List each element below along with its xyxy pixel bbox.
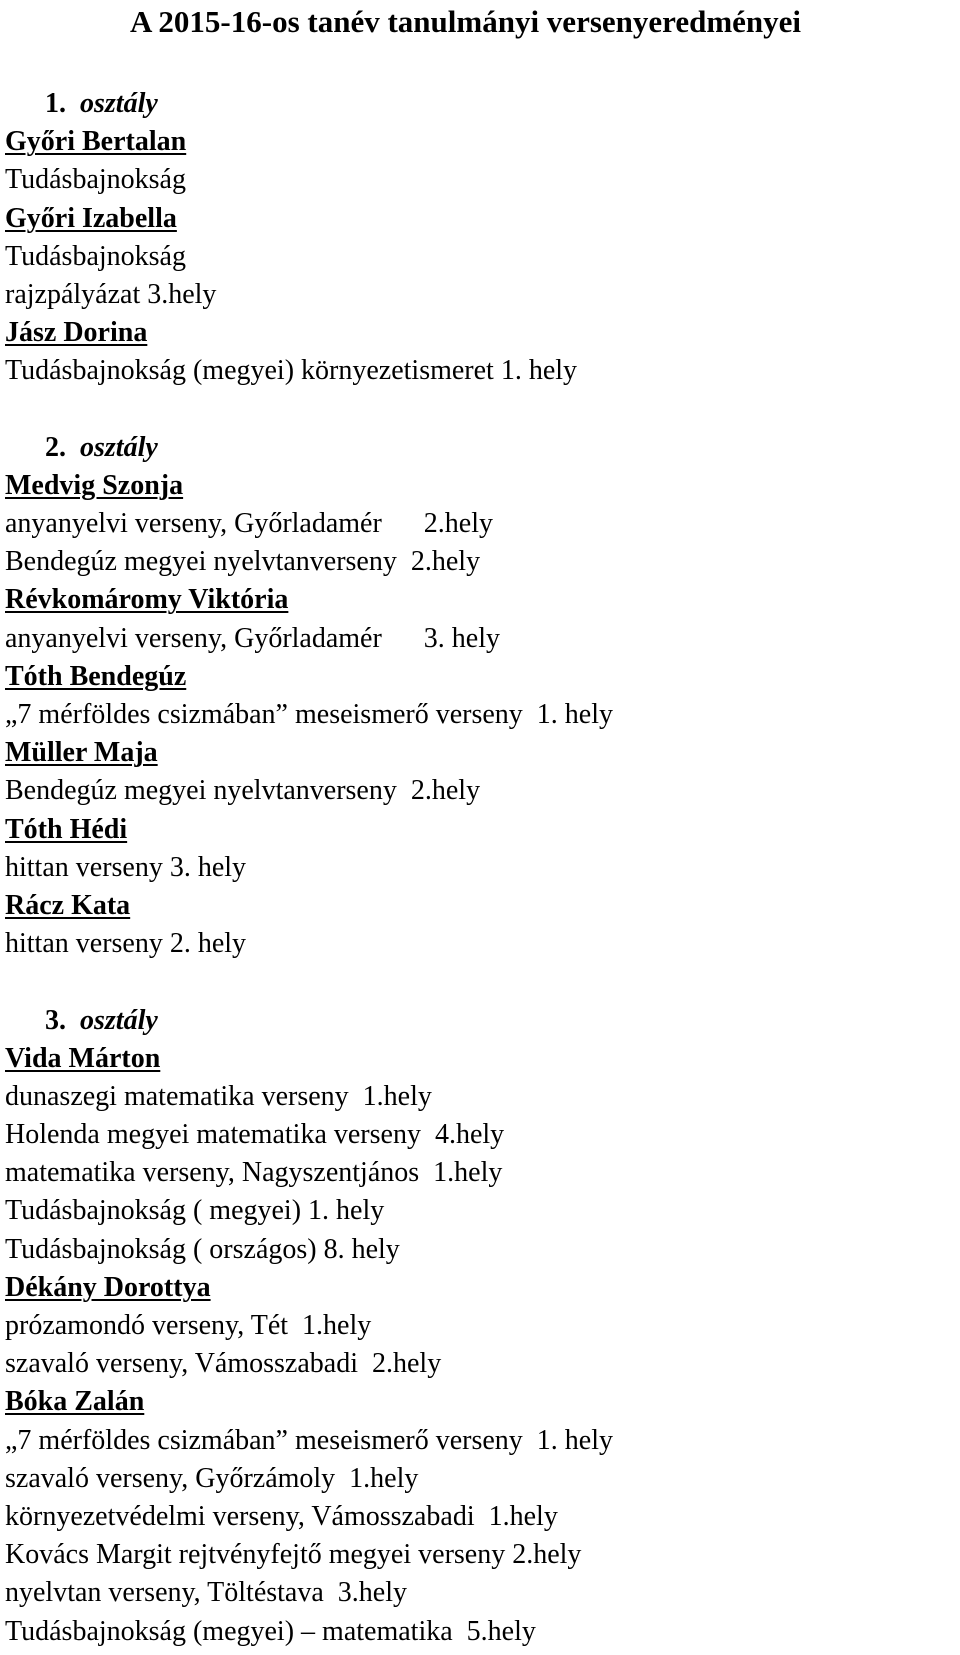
- student-name: Dékány Dorottya: [5, 1271, 211, 1303]
- competition-result: Tudásbajnokság (megyei) – matematika 5.hely: [5, 1615, 536, 1647]
- student-name: Vida Márton: [5, 1042, 161, 1074]
- student-row: [5, 123, 955, 161]
- section-gap: [5, 963, 955, 1001]
- class-number: 2.: [45, 431, 66, 463]
- competition-result: Bendegúz megyei nyelvtanverseny 2.hely: [5, 775, 481, 807]
- class-heading: [5, 85, 955, 123]
- class-number: 3.: [45, 1004, 66, 1036]
- class-heading: [5, 429, 955, 467]
- student-row: [5, 200, 955, 238]
- section-gap: [5, 391, 955, 429]
- student-name: Bóka Zalán: [5, 1386, 145, 1418]
- student-row: [5, 1269, 955, 1307]
- student-name: Révkomáromy Viktória: [5, 584, 289, 616]
- student-name: Rácz Kata: [5, 889, 131, 921]
- class-label: osztály: [80, 431, 158, 463]
- student-row: [5, 581, 955, 619]
- competition-result: Holenda megyei matematika verseny 4.hely: [5, 1119, 505, 1151]
- competition-result: anyanyelvi verseny, Győrladamér 2.hely: [5, 508, 494, 540]
- student-row: [5, 1040, 955, 1078]
- competition-result: Tudásbajnokság ( országos) 8. hely: [5, 1233, 400, 1265]
- competition-result: szavaló verseny, Vámosszabadi 2.hely: [5, 1348, 442, 1380]
- student-row: [5, 658, 955, 696]
- student-name: Tóth Hédi: [5, 813, 128, 845]
- competition-result: dunaszegi matematika verseny 1.hely: [5, 1080, 432, 1112]
- competition-result: „7 mérföldes csizmában” meseismerő verseny 1. hely: [5, 699, 614, 730]
- student-name: Tóth Bendegúz: [5, 660, 187, 692]
- student-row: [5, 887, 955, 925]
- competition-result: Tudásbajnokság: [5, 164, 186, 196]
- competition-result: matematika verseny, Nagyszentjános 1.hely: [5, 1157, 503, 1189]
- competition-result: „7 mérföldes csizmában” meseismerő verseny 1. hely: [5, 1424, 614, 1456]
- competition-result: anyanyelvi verseny, Győrladamér 3. hely: [5, 622, 501, 654]
- student-row: [5, 734, 955, 772]
- competition-result: Tudásbajnokság: [5, 240, 186, 272]
- competition-result: Kovács Margit rejtvényfejtő megyei verseny 2.hely: [5, 1539, 582, 1571]
- competition-result: Tudásbajnokság ( megyei) 1. hely: [5, 1195, 385, 1227]
- class-label: osztály: [80, 1004, 158, 1036]
- competition-result: hittan verseny 3. hely: [5, 851, 247, 883]
- competition-result: környezetvédelmi verseny, Vámosszabadi 1.hely: [5, 1500, 558, 1532]
- competition-result: Bendegúz megyei nyelvtanverseny 2.hely: [5, 546, 481, 578]
- competition-result: nyelvtan verseny, Töltéstava 3.hely: [5, 1577, 407, 1609]
- competition-result: rajzpályázat 3.hely: [5, 278, 217, 310]
- competition-result: prózamondó verseny, Tét 1.hely: [5, 1310, 372, 1341]
- student-row: [5, 1383, 955, 1421]
- student-name: Győri Izabella: [5, 202, 177, 234]
- competition-result: Tudásbajnokság (megyei) környezetismeret 1. hely: [5, 355, 578, 387]
- results-list: [5, 85, 955, 1651]
- student-name: Jász Dorina: [5, 317, 148, 349]
- class-number: 1.: [45, 88, 66, 119]
- student-name: Medvig Szonja: [5, 469, 184, 501]
- page-title: A 2015-16-os tanév tanulmányi versenyeredményei: [130, 4, 802, 39]
- class-heading: [5, 1002, 955, 1040]
- student-name: Müller Maja: [5, 737, 158, 769]
- competition-result: hittan verseny 2. hely: [5, 928, 247, 960]
- class-label: osztály: [80, 88, 158, 119]
- student-name: Győri Bertalan: [5, 126, 187, 158]
- student-row: [5, 811, 955, 849]
- competition-result: szavaló verseny, Győrzámoly 1.hely: [5, 1462, 419, 1494]
- student-row: [5, 314, 955, 352]
- student-row: [5, 467, 955, 505]
